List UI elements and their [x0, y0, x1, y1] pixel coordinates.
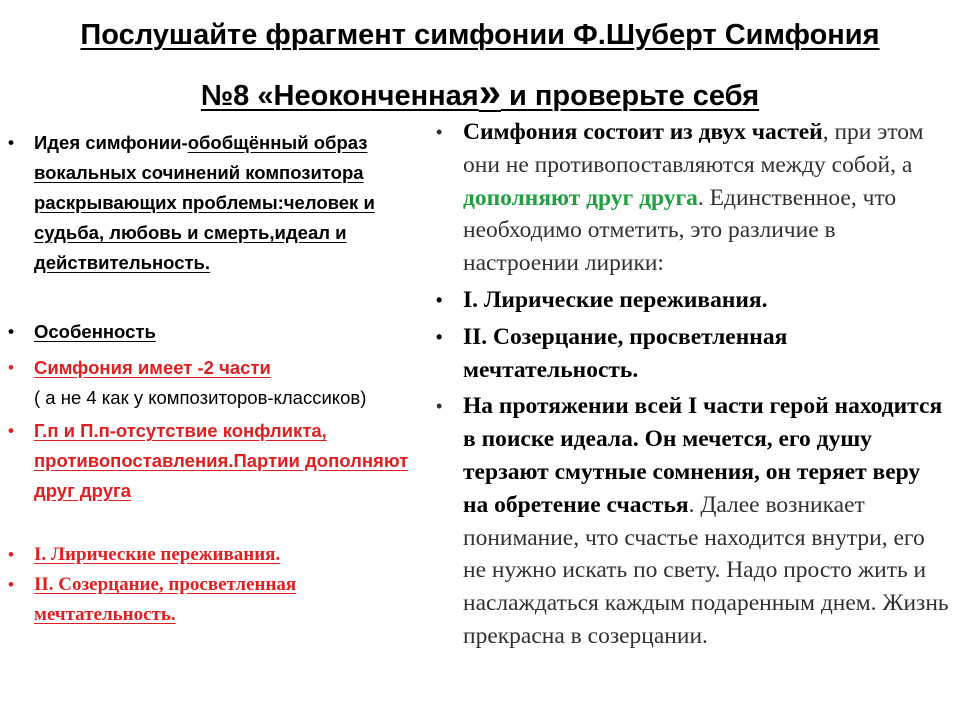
bullet-dot-icon: • — [436, 326, 443, 347]
title-line-2a: №8 «Неоконченная — [200, 80, 479, 112]
structure-green: дополняют друг друга — [463, 184, 698, 211]
idea-bullet — [8, 128, 433, 278]
title-line-1: Послушайте фрагмент симфонии Ф.Шуберт Симфония — [80, 19, 880, 51]
hero-paragraph — [436, 390, 950, 652]
bullet-dot-icon: • — [436, 289, 443, 310]
idea-text: обобщённый образ вокальных сочинений композитора раскрывающих проблемы:человек и судьба, любовь и смерть,идеал и действительность. — [34, 132, 375, 273]
right-item-1 — [436, 284, 950, 317]
right-column — [436, 116, 950, 653]
right-item-2-text: II. Созерцание, просветленная мечтательность. — [463, 323, 788, 383]
lyric-item-1-text: I. Лирические переживания. — [34, 544, 281, 565]
structure-text: , при этом они не противопоставляются между собой, а — [463, 119, 924, 178]
parts-note: ( а не 4 как у композиторов-классиков) — [34, 387, 367, 408]
slide-title — [20, 6, 940, 125]
lyric-item-2-text: II. Созерцание, просветленная мечтательность. — [34, 574, 297, 625]
structure-paragraph — [436, 116, 950, 280]
feature-label: Особенность — [34, 321, 156, 342]
bullet-dot-icon: • — [8, 421, 14, 440]
right-item-1-text: I. Лирические переживания. — [463, 286, 768, 313]
conflict-bullet — [8, 416, 433, 506]
bullet-dot-icon: • — [8, 575, 14, 594]
bullet-dot-icon: • — [436, 396, 443, 417]
structure-bold: Симфония состоит из двух частей — [463, 119, 823, 145]
bullet-dot-icon: • — [8, 358, 14, 377]
left-column — [8, 128, 433, 630]
bullet-dot-icon: • — [8, 545, 14, 564]
title-line-2b: и проверьте себя — [500, 80, 760, 112]
bullet-dot-icon: • — [436, 122, 443, 142]
bullet-dot-icon: • — [8, 133, 14, 152]
conflict-text: Г.п и П.п-отсутствие конфликта, противопоставления.Партии дополняют друг друга — [34, 420, 409, 501]
lyric-item-2 — [8, 570, 433, 630]
structure-end: . Единственное, что необходимо отметить, это различие в настроении лирики: — [463, 184, 897, 277]
hero-bold: На протяжении всей I части герой находится в поиске идеала. Он мечется, его душу терзают смутные сомнения, он теряет веру на обретение счастья — [463, 393, 943, 518]
parts-title: Симфония имеет -2 части — [34, 357, 271, 378]
lyric-item-1 — [8, 540, 433, 570]
hero-text: . Далее возникает понимание, что счастье находится внутри, его не нужно искать по свету. Надо просто жить и наслаждаться каждым подаренным днем. Жизнь прекрасна в созерцании. — [463, 491, 949, 649]
feature-bullet — [8, 317, 433, 347]
right-item-2 — [436, 321, 950, 387]
parts-bullet — [8, 353, 433, 413]
idea-label: Идея симфонии- — [34, 132, 188, 153]
bullet-dot-icon: • — [8, 322, 14, 341]
title-closing-quote: » — [478, 71, 501, 115]
